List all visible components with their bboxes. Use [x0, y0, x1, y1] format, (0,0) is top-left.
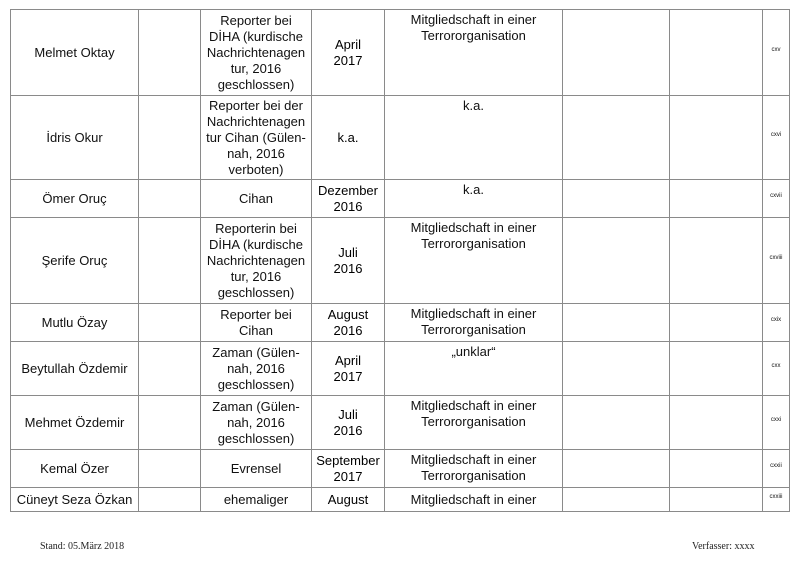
cell-charge [385, 96, 563, 180]
cell-ref [763, 10, 790, 96]
cell-empty [563, 96, 670, 180]
date-line: April [334, 352, 361, 368]
cell-date [312, 10, 385, 96]
endnote-ref: cxxi [770, 416, 782, 423]
cell-empty [563, 396, 670, 450]
cell-empty [670, 342, 763, 396]
cell-empty [563, 180, 670, 218]
cell-empty [563, 342, 670, 396]
cell-date [312, 218, 385, 304]
cell-ref [763, 96, 790, 180]
cell-empty [670, 96, 763, 180]
table-row [11, 96, 790, 180]
journalist-name: Beytullah Özdemir [21, 360, 128, 376]
cell-charge [385, 450, 563, 488]
cell-name [11, 10, 139, 96]
outlet-line: Zaman (Gülen- [212, 398, 300, 414]
cell-empty [563, 488, 670, 512]
cell-outlet [201, 450, 312, 488]
cell-outlet [201, 304, 312, 342]
cell-ref [763, 342, 790, 396]
cell-empty [563, 304, 670, 342]
cell-ref [763, 488, 790, 512]
cell-date [312, 96, 385, 180]
outlet-line: Nachrichtenagen [206, 44, 306, 60]
outlet-line: tur, 2016 [230, 268, 282, 284]
footer-stand: Stand: 05.März 2018 [40, 541, 125, 552]
date-line: Juli [338, 244, 358, 260]
cell-name [11, 488, 139, 512]
cell-empty [139, 450, 201, 488]
date-line: August [327, 491, 369, 507]
endnote-ref: cxxiii [769, 493, 783, 500]
outlet-line: Cihan [239, 190, 273, 206]
cell-empty [670, 396, 763, 450]
outlet-line: Evrensel [230, 460, 282, 476]
charge-line: Mitgliedschaft in einer [410, 220, 537, 235]
table-row [11, 10, 790, 96]
cell-empty [139, 304, 201, 342]
cell-date [312, 396, 385, 450]
footer-verfasser: Verfasser: xxxx [692, 541, 755, 552]
cell-name [11, 342, 139, 396]
charge-line: Mitgliedschaft in einer [410, 452, 537, 467]
cell-name [11, 218, 139, 304]
cell-ref [763, 218, 790, 304]
table-row [11, 304, 790, 342]
table-row [11, 488, 790, 512]
date-line: August [327, 306, 369, 322]
charge-line: „unklar“ [451, 344, 496, 359]
outlet-line: nah, 2016 [227, 414, 285, 430]
charge-line: Mitgliedschaft in einer [410, 12, 537, 27]
cell-empty [139, 396, 201, 450]
endnote-ref: cxx [771, 362, 781, 369]
journalist-name: Mehmet Özdemir [24, 414, 125, 430]
journalist-name: Kemal Özer [40, 460, 109, 476]
endnote-ref: cxxii [770, 462, 782, 469]
outlet-line: Reporterin bei [215, 220, 297, 236]
table-body [11, 10, 790, 512]
cell-empty [670, 180, 763, 218]
endnote-ref: cxv [771, 46, 781, 53]
charge-line: Mitgliedschaft in einer [410, 306, 537, 321]
cell-name [11, 180, 139, 218]
outlet-line: Reporter bei [220, 306, 292, 322]
cell-charge [385, 218, 563, 304]
outlet-line: geschlossen) [217, 430, 295, 446]
cell-charge [385, 488, 563, 512]
cell-date [312, 488, 385, 512]
date-line: 2016 [333, 198, 363, 214]
charge-line: Terrororganisation [421, 468, 526, 483]
cell-empty [670, 10, 763, 96]
table-row [11, 450, 790, 488]
date-line: 2016 [333, 322, 363, 338]
date-line: Juli [338, 406, 358, 422]
cell-outlet [201, 488, 312, 512]
cell-ref [763, 396, 790, 450]
cell-empty [563, 218, 670, 304]
outlet-line: Nachrichtenagen [206, 113, 306, 129]
cell-empty [670, 450, 763, 488]
charge-line: Terrororganisation [421, 28, 526, 43]
charge-line: Terrororganisation [421, 414, 526, 429]
cell-empty [563, 450, 670, 488]
date-line: September [316, 452, 380, 468]
cell-outlet [201, 180, 312, 218]
journalist-table [10, 9, 790, 512]
endnote-ref: cxix [770, 316, 782, 323]
outlet-line: nah, 2016 [227, 145, 285, 161]
charge-line: k.a. [463, 182, 484, 197]
journalist-name: Ömer Oruç [42, 190, 107, 206]
cell-outlet [201, 96, 312, 180]
cell-name [11, 96, 139, 180]
cell-charge [385, 342, 563, 396]
outlet-line: DİHA (kurdische [209, 28, 303, 44]
outlet-line: verboten) [228, 161, 284, 177]
outlet-line: nah, 2016 [227, 360, 285, 376]
journalist-name: Mutlu Özay [41, 314, 108, 330]
endnote-ref: cxvi [770, 131, 782, 138]
outlet-line: Reporter bei [220, 12, 292, 28]
date-line: 2016 [333, 260, 363, 276]
cell-empty [670, 488, 763, 512]
outlet-line: tur, 2016 [230, 60, 282, 76]
date-line: k.a. [337, 129, 359, 145]
cell-outlet [201, 10, 312, 96]
cell-charge [385, 396, 563, 450]
table-row [11, 342, 790, 396]
outlet-line: Nachrichtenagen [206, 252, 306, 268]
endnote-ref: cxviii [769, 254, 783, 261]
date-line: 2016 [333, 422, 363, 438]
charge-line: Terrororganisation [421, 236, 526, 251]
journalist-name: Şerife Oruç [41, 252, 108, 268]
cell-charge [385, 10, 563, 96]
outlet-line: tur Cihan (Gülen- [206, 129, 306, 145]
outlet-line: ehemaliger [223, 491, 289, 507]
journalist-name: Melmet Oktay [34, 44, 115, 60]
journalist-name: İdris Okur [46, 129, 103, 145]
cell-charge [385, 304, 563, 342]
cell-outlet [201, 342, 312, 396]
table-row [11, 180, 790, 218]
table-row [11, 396, 790, 450]
date-line: 2017 [333, 368, 363, 384]
cell-empty [139, 218, 201, 304]
cell-date [312, 450, 385, 488]
cell-name [11, 396, 139, 450]
outlet-line: Reporter bei der [209, 97, 303, 113]
cell-empty [563, 10, 670, 96]
cell-outlet [201, 218, 312, 304]
date-line: 2017 [333, 52, 363, 68]
outlet-line: geschlossen) [217, 76, 295, 92]
cell-empty [139, 96, 201, 180]
charge-line: Mitgliedschaft in einer [410, 491, 537, 507]
date-line: 2017 [333, 468, 363, 484]
cell-date [312, 304, 385, 342]
cell-empty [139, 10, 201, 96]
cell-ref [763, 450, 790, 488]
charge-line: k.a. [463, 98, 484, 113]
outlet-line: Cihan [239, 322, 273, 338]
cell-empty [139, 488, 201, 512]
outlet-line: DİHA (kurdische [209, 236, 303, 252]
outlet-line: Zaman (Gülen- [212, 344, 300, 360]
cell-name [11, 304, 139, 342]
cell-charge [385, 180, 563, 218]
cell-empty [139, 180, 201, 218]
journalist-name: Cüneyt Seza Özkan [16, 491, 133, 507]
date-line: April [334, 36, 361, 52]
outlet-line: geschlossen) [217, 376, 295, 392]
outlet-line: geschlossen) [217, 284, 295, 300]
table-row [11, 218, 790, 304]
cell-date [312, 342, 385, 396]
charge-line: Terrororganisation [421, 322, 526, 337]
cell-empty [670, 218, 763, 304]
cell-outlet [201, 396, 312, 450]
cell-name [11, 450, 139, 488]
date-line: Dezember [318, 182, 378, 198]
cell-date [312, 180, 385, 218]
cell-empty [139, 342, 201, 396]
endnote-ref: cxvii [770, 192, 782, 199]
cell-ref [763, 304, 790, 342]
cell-ref [763, 180, 790, 218]
charge-line: Mitgliedschaft in einer [410, 398, 537, 413]
cell-empty [670, 304, 763, 342]
